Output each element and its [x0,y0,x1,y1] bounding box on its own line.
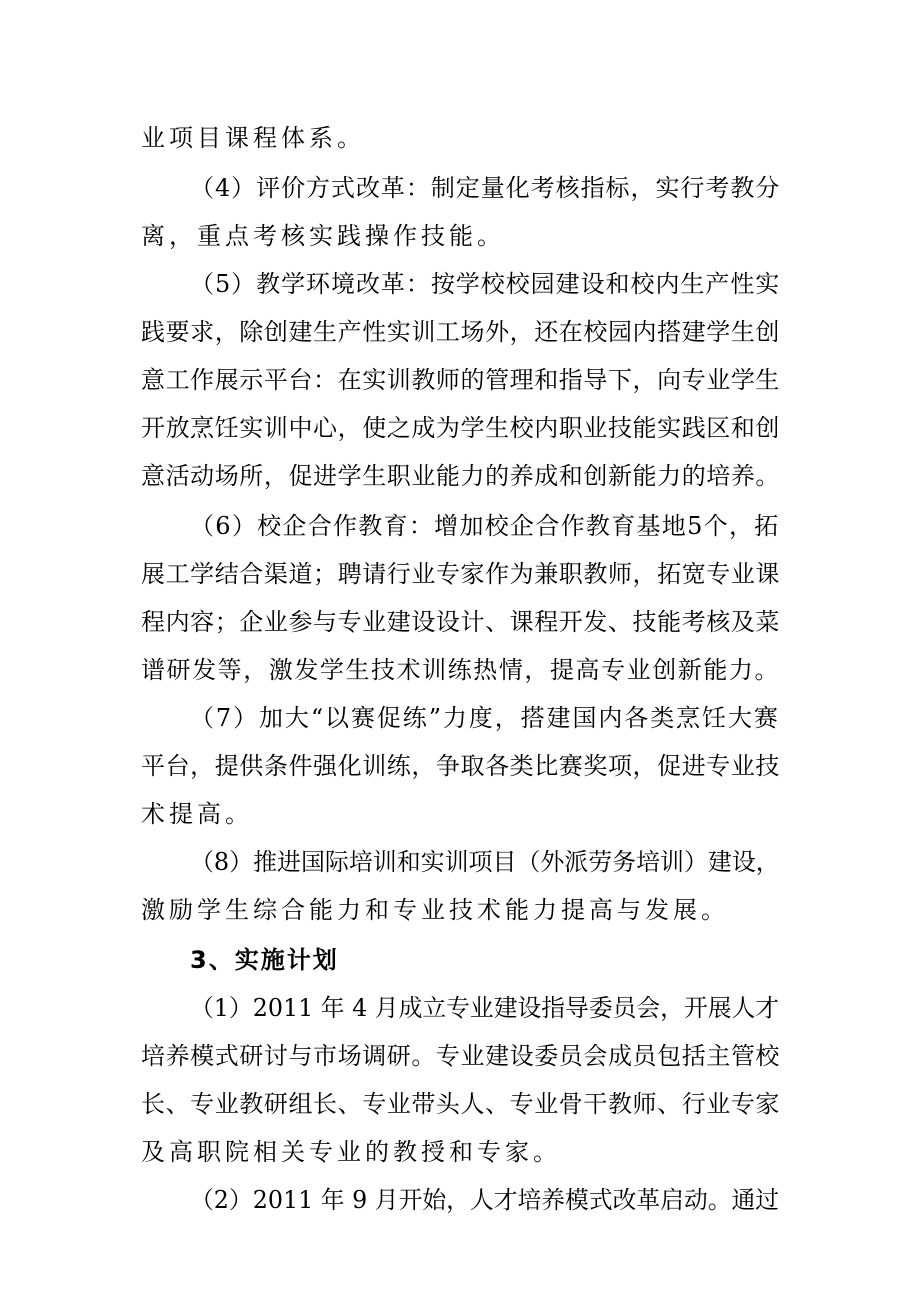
paragraph-line: （6）校企合作教育：增加校企合作教育基地5个，拓 [190,512,780,540]
paragraph-line: 展工学结合渠道；聘请行业专家作为兼职教师，拓宽专业课 [141,560,780,588]
paragraph-line: 意活动场所，促进学生职业能力的养成和创新能力的培养。 [141,462,780,490]
section-heading: 3、实施计划 [190,946,339,974]
paragraph-line: 激励学生综合能力和专业技术能力提高与发展。 [141,896,729,924]
paragraph-line: 术提高。 [141,800,253,828]
paragraph-line: （8）推进国际培训和实训项目（外派劳务培训）建设， [190,848,780,876]
paragraph-line: 践要求，除创建生产性实训工场外，还在校园内搭建学生创 [141,318,780,346]
paragraph-line: 谱研发等，激发学生技术训练热情，提高专业创新能力。 [141,656,780,684]
paragraph-line: 程内容；企业参与专业建设设计、课程开发、技能考核及菜 [141,608,780,636]
paragraph-line: 意工作展示平台：在实训教师的管理和指导下，向专业学生 [141,366,780,394]
paragraph-line: 开放烹饪实训中心，使之成为学生校内职业技能实践区和创 [141,414,780,442]
paragraph-line: 培养模式研讨与市场调研。专业建设委员会成员包括主管校 [141,1042,780,1070]
paragraph-line: （7）加大“以赛促练”力度，搭建国内各类烹饪大赛 [190,704,780,732]
paragraph-line: 业项目课程体系。 [141,124,365,152]
paragraph-line: 长、专业教研组长、专业带头人、专业骨干教师、行业专家 [141,1090,780,1118]
paragraph-line: （5）教学环境改革：按学校校园建设和校内生产性实 [190,270,781,298]
paragraph-line: （1）2011 年 4 月成立专业建设指导委员会，开展人才 [190,994,780,1022]
paragraph-line: 平台，提供条件强化训练，争取各类比赛奖项，促进专业技 [141,752,780,780]
paragraph-line: （2）2011 年 9 月开始，人才培养模式改革启动。通过 [190,1186,780,1214]
paragraph-line: 及高职院相关专业的教授和专家。 [141,1138,561,1166]
paragraph-line: 离，重点考核实践操作技能。 [141,222,505,250]
paragraph-line: （4）评价方式改革：制定量化考核指标，实行考教分 [190,174,781,202]
